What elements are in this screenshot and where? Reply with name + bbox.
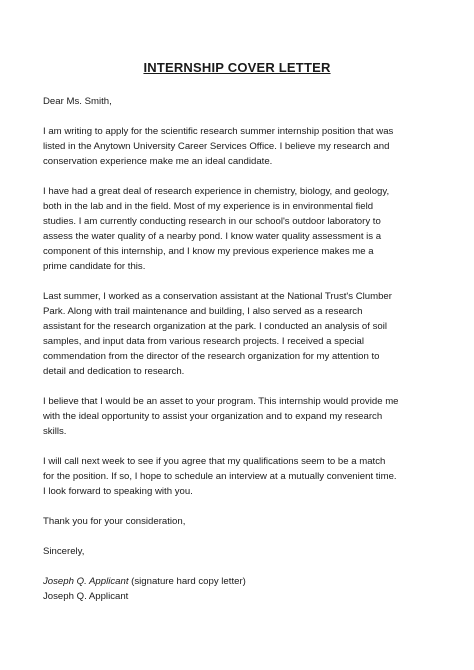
paragraph-line: prime candidate for this.: [43, 261, 146, 272]
paragraph-gap: [43, 274, 443, 289]
paragraph-line: Park. Along with trail maintenance and building, I also served as a research: [43, 306, 363, 317]
paragraph-line: with the ideal opportunity to assist your organization and to expand my research: [43, 411, 383, 422]
signature-name: Joseph Q. Applicant: [43, 576, 129, 587]
paragraph-line: I believe that I would be an asset to your program. This internship would provide me: [43, 396, 399, 407]
paragraph-line: studies. I am currently conducting research in our school's outdoor laboratory to: [43, 216, 381, 227]
paragraph-line: listed in the Anytown University Career Services Office. I believe my research and: [43, 141, 390, 152]
paragraph-line: skills.: [43, 426, 67, 437]
letter-title: INTERNSHIP COVER LETTER: [143, 60, 331, 75]
thanks-line: Thank you for your consideration,: [43, 516, 186, 527]
paragraph-line: I look forward to speaking with you.: [43, 486, 193, 497]
signature-note: (signature hard copy letter): [128, 576, 246, 587]
paragraph-gap: [43, 529, 443, 544]
paragraph-gap: [43, 559, 443, 574]
paragraph-line: I will call next week to see if you agree that my qualifications seem to be a match: [43, 456, 386, 467]
paragraph-4: [43, 394, 443, 439]
paragraph-5: [43, 454, 443, 499]
closing-line: Sincerely,: [43, 546, 85, 557]
paragraph-gap: [43, 439, 443, 454]
paragraph-line: Last summer, I worked as a conservation assistant at the National Trust's Clumber: [43, 291, 392, 302]
paragraph-3: [43, 289, 443, 379]
paragraph-line: I have had a great deal of research experience in chemistry, biology, and geology,: [43, 186, 390, 197]
paragraph-line: I am writing to apply for the scientific research summer internship position that was: [43, 126, 394, 137]
paragraph-line: for the position. If so, I hope to schedule an interview at a mutually convenient time.: [43, 471, 397, 482]
paragraph-line: conservation experience make me an ideal candidate.: [43, 156, 273, 167]
greeting: Dear Ms. Smith,: [43, 96, 112, 107]
paragraph-line: samples, and input data from various research projects. I received a special: [43, 336, 365, 347]
paragraph-line: both in the lab and in the field. Most of my experience is in environmental field: [43, 201, 374, 212]
paragraph-gap: [43, 379, 443, 394]
letter-body: [43, 94, 443, 604]
paragraph-1: [43, 124, 443, 169]
paragraph-line: commendation from the director of the research organization for my attention to: [43, 351, 380, 362]
paragraph-line: assistant for the research organization at the park. I conducted an analysis of soil: [43, 321, 387, 332]
paragraph-line: assess the water quality of a nearby pond. I know water quality assessment is a: [43, 231, 382, 242]
typed-name: Joseph Q. Applicant: [43, 591, 129, 602]
paragraph-gap: [43, 169, 443, 184]
signature-line: [43, 574, 443, 589]
paragraph-line: component of this internship, and I know my previous experience makes me a: [43, 246, 374, 257]
paragraph-line: detail and dedication to research.: [43, 366, 185, 377]
paragraph-2: [43, 184, 443, 274]
paragraph-gap: [43, 109, 443, 124]
paragraph-gap: [43, 499, 443, 514]
